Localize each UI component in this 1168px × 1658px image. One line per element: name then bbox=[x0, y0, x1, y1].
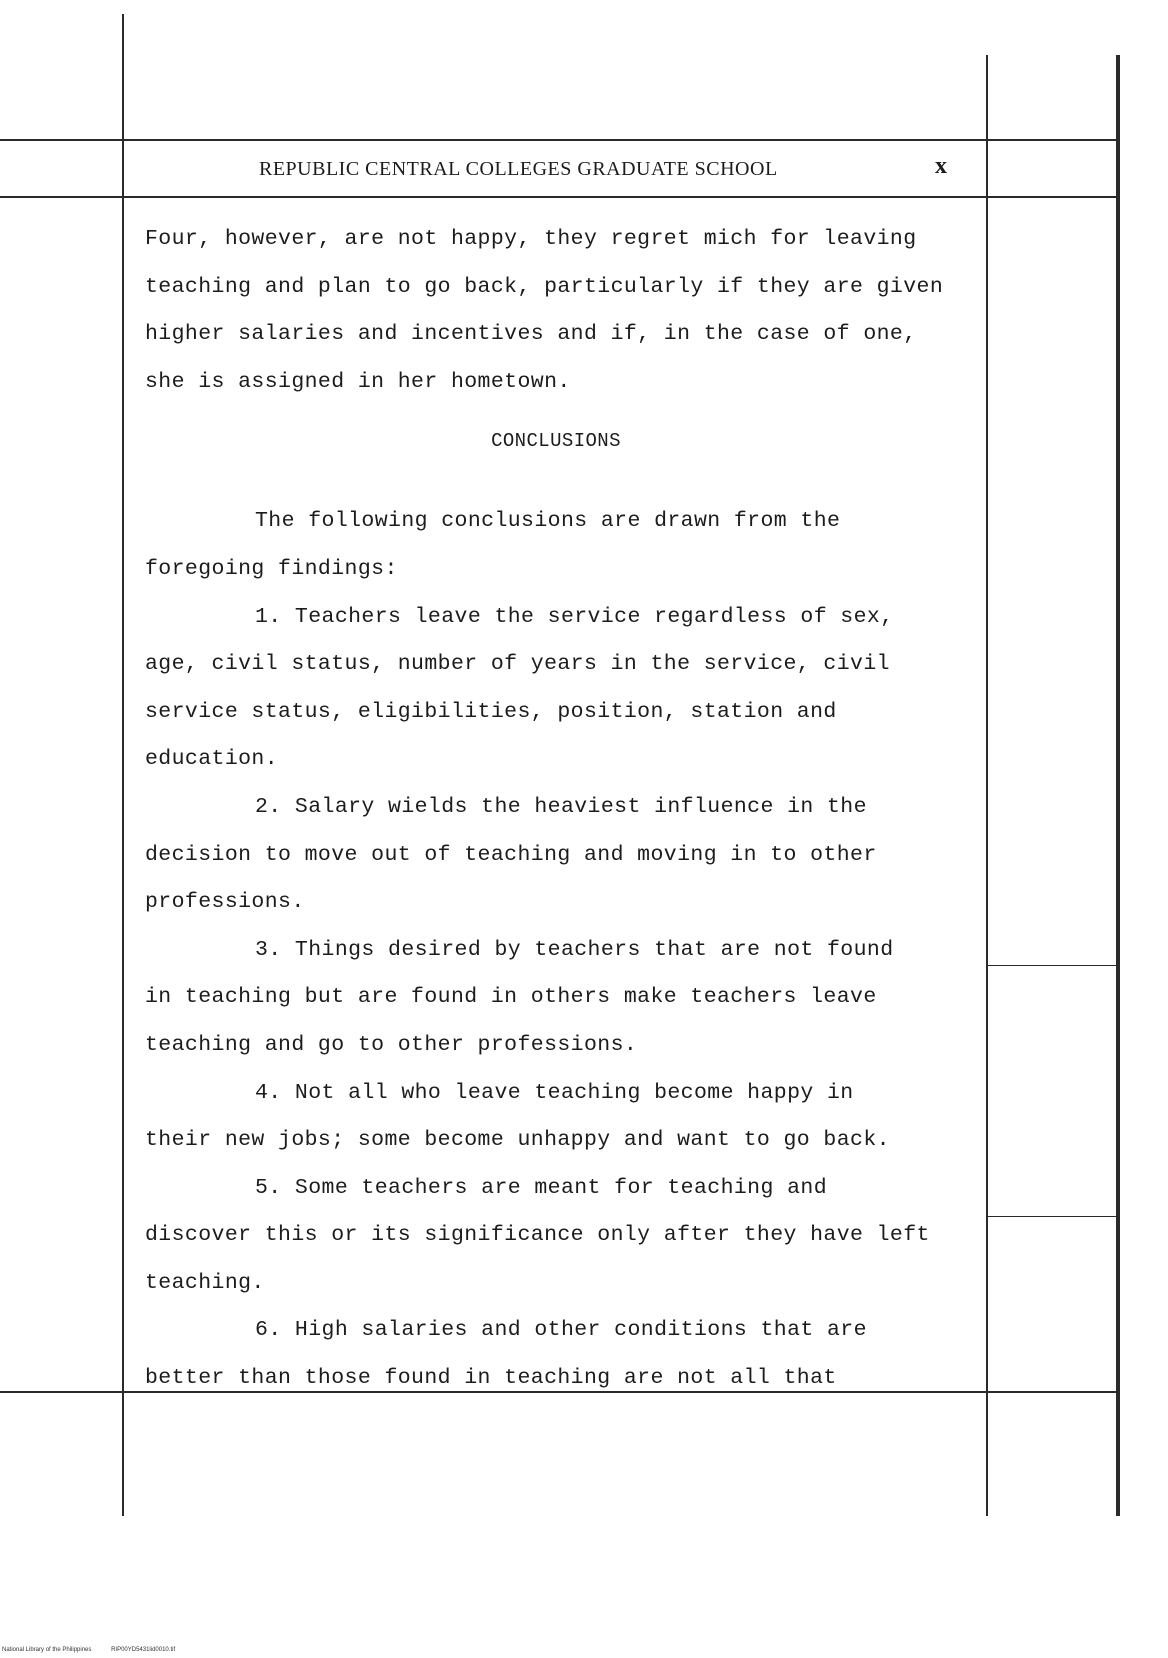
section-heading: CONCLUSIONS bbox=[491, 430, 621, 453]
text-line: better than those found in teaching are not all that bbox=[145, 1366, 837, 1391]
conclusions-intro bbox=[145, 498, 987, 593]
scan-filename: RIP00YD5431lid0010.tif bbox=[111, 1647, 176, 1653]
text-line: 2. Salary wields the heaviest influence in the bbox=[255, 794, 867, 819]
text-line: 5. Some teachers are meant for teaching and bbox=[255, 1175, 827, 1200]
library-credit: National Library of the Philippines bbox=[2, 1647, 92, 1653]
text-line: Four, however, are not happy, they regret mich for leaving bbox=[145, 227, 917, 251]
intro-paragraph bbox=[145, 216, 987, 406]
conclusion-item-1 bbox=[145, 594, 987, 784]
conclusion-item-4 bbox=[145, 1070, 987, 1165]
text-line: teaching and go to other professions. bbox=[145, 1032, 638, 1057]
text-line: higher salaries and incentives and if, in the case of one, bbox=[145, 322, 917, 347]
text-line: decision to move out of teaching and moving in to other bbox=[145, 842, 877, 867]
page-body bbox=[145, 216, 987, 1403]
text-line: professions. bbox=[145, 890, 305, 915]
conclusion-item-3 bbox=[145, 927, 987, 1070]
text-line: foregoing findings: bbox=[145, 556, 398, 581]
conclusion-item-2 bbox=[145, 784, 987, 927]
far-right-rule bbox=[1116, 55, 1120, 1516]
text-line: service status, eligibilities, position, station and bbox=[145, 699, 837, 724]
text-line: 3. Things desired by teachers that are not found bbox=[255, 937, 894, 962]
text-line: she is assigned in her hometown. bbox=[145, 369, 571, 394]
right-margin-tick-upper bbox=[986, 965, 1118, 966]
scan-footer bbox=[2, 1647, 193, 1653]
text-line: 6. High salaries and other conditions that are bbox=[255, 1318, 867, 1343]
text-line: their new jobs; some become unhappy and want to go back. bbox=[145, 1128, 890, 1153]
text-line: The following conclusions are drawn from the bbox=[255, 509, 841, 534]
page-number: x bbox=[935, 153, 947, 179]
conclusion-item-6 bbox=[145, 1307, 987, 1402]
conclusion-item-5 bbox=[145, 1165, 987, 1308]
page-header bbox=[125, 140, 985, 198]
text-line: teaching. bbox=[145, 1270, 265, 1295]
text-line: discover this or its significance only after they have left bbox=[145, 1223, 930, 1248]
text-line: teaching and plan to go back, particularly if they are given bbox=[145, 274, 944, 299]
text-line: in teaching but are found in others make teachers leave bbox=[145, 985, 877, 1010]
text-line: age, civil status, number of years in the service, civil bbox=[145, 652, 890, 677]
left-margin-rule bbox=[122, 14, 124, 1516]
text-line: 1. Teachers leave the service regardless of sex, bbox=[255, 604, 894, 629]
text-line: education. bbox=[145, 747, 279, 772]
right-margin-tick-lower bbox=[986, 1216, 1118, 1217]
text-line: 4. Not all who leave teaching become happy in bbox=[255, 1080, 854, 1105]
page-header-title: REPUBLIC CENTRAL COLLEGES GRADUATE SCHOOL bbox=[259, 158, 778, 180]
